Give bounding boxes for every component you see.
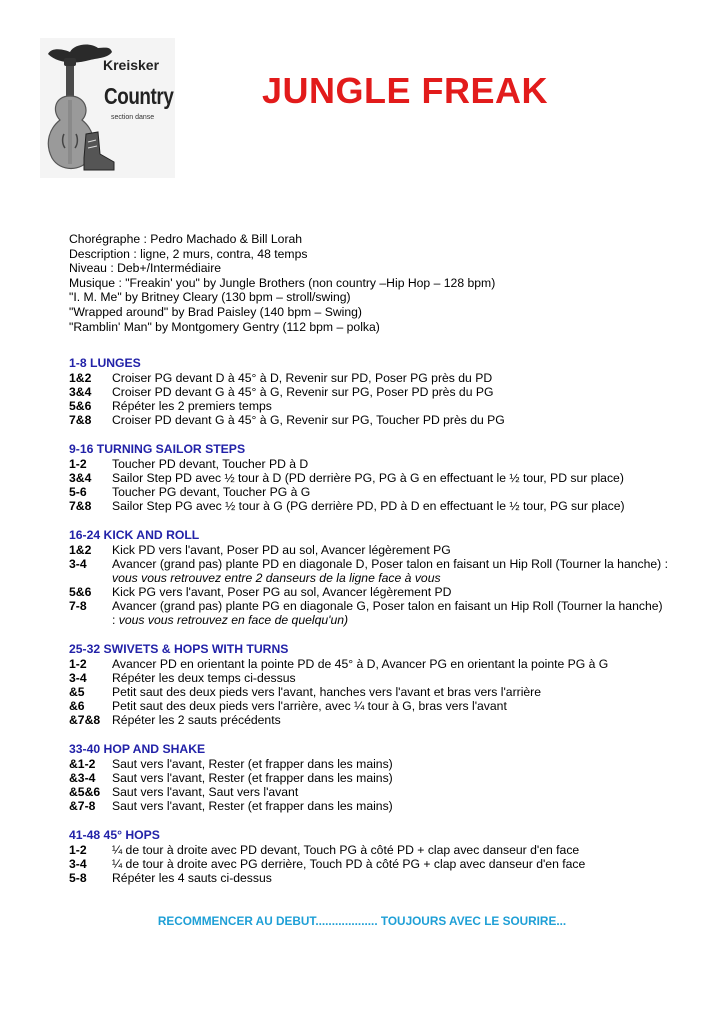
footer-note: RECOMMENCER AU DEBUT................... TOUJOURS AVEC LE SOURIRE... (157, 914, 567, 928)
step-row (69, 457, 669, 471)
step-count: 7&8 (69, 499, 92, 513)
step-row (69, 385, 669, 399)
step-count: &6 (69, 699, 85, 713)
logo-line2: Country (104, 83, 174, 109)
step-count: 1-2 (69, 457, 87, 471)
section-title: 33-40 HOP AND SHAKE (69, 742, 206, 756)
step-text: Répéter les 2 sauts précédents (112, 713, 281, 727)
step-count: &3-4 (69, 771, 96, 785)
step-text: Répéter les 4 sauts ci-dessus (112, 871, 272, 885)
step-text: ¼ de tour à droite avec PD devant, Touch PG à côté PD + clap avec danseur d'en face (112, 843, 580, 857)
step-row (69, 871, 669, 885)
section-title: 41-48 45° HOPS (69, 828, 160, 842)
step-count: 1-2 (69, 657, 87, 671)
step-note: vous vous retrouvez entre 2 danseurs de la ligne face à vous (112, 571, 441, 585)
step-text: Kick PD vers l'avant, Poser PD au sol, Avancer légèrement PG (112, 543, 451, 557)
step-text: Sailor Step PD avec ½ tour à D (PD derrière PG, PG à G en effectuant le ½ tour, PD sur place) (112, 471, 624, 485)
section-45-hops (69, 828, 669, 885)
step-row (69, 785, 669, 799)
step-count: 1&2 (69, 543, 92, 557)
step-row (69, 671, 669, 685)
step-count: 5&6 (69, 585, 92, 599)
step-row (69, 543, 669, 557)
step-count: 3-4 (69, 671, 87, 685)
logo-line3: section danse (111, 114, 155, 121)
step-row (69, 771, 669, 785)
step-text: Croiser PD devant G à 45° à G, Revenir sur PG, Toucher PD près du PG (112, 413, 505, 427)
dance-info (69, 232, 495, 334)
music-line: Musique : "Freakin' you" by Jungle Brothers (non country –Hip Hop – 128 bpm) (69, 275, 496, 290)
music-line: "I. M. Me" by Britney Cleary (130 bpm – stroll/swing) (69, 290, 351, 305)
step-row (69, 599, 669, 627)
level-line: Niveau : Deb+/Intermédiaire (69, 261, 222, 276)
step-row (69, 713, 669, 727)
step-row (69, 857, 669, 871)
step-text: Avancer PD en orientant la pointe PD de 45° à D, Avancer PG en orientant la pointe PG à G (112, 657, 609, 671)
step-row (69, 413, 669, 427)
page-title: JUNGLE FREAK (262, 70, 549, 111)
step-count: 3&4 (69, 385, 92, 399)
section-swivets-hops (69, 642, 669, 727)
step-count: &7-8 (69, 799, 96, 813)
step-count: 5&6 (69, 399, 92, 413)
logo-line1: Kreisker (103, 57, 160, 73)
step-count: 5-8 (69, 871, 87, 885)
step-count: 1&2 (69, 371, 92, 385)
music-line: "Wrapped around" by Brad Paisley (140 bpm – Swing) (69, 304, 362, 319)
section-title: 9-16 TURNING SAILOR STEPS (69, 442, 246, 456)
step-text: Saut vers l'avant, Rester (et frapper dans les mains) (112, 771, 393, 785)
step-text: Sailor Step PG avec ½ tour à G (PG derrière PD, PD à D en effectuant le ½ tour, PG sur place) (112, 499, 625, 513)
step-text: Saut vers l'avant, Saut vers l'avant (112, 785, 299, 799)
step-text: Toucher PD devant, Toucher PD à D (112, 457, 309, 471)
step-note: vous vous retrouvez en face de quelqu'un) (118, 613, 349, 627)
step-count: 3-4 (69, 857, 87, 871)
step-row (69, 799, 669, 813)
step-count: 3-4 (69, 557, 87, 571)
step-count: &5&6 (69, 785, 101, 799)
step-row (69, 485, 669, 499)
step-count: &1-2 (69, 757, 96, 771)
section-title: 25-32 SWIVETS & HOPS WITH TURNS (69, 642, 289, 656)
step-text: Répéter les 2 premiers temps (112, 399, 272, 413)
section-title: 1-8 LUNGES (69, 356, 141, 370)
step-main-text: Avancer (grand pas) plante PG en diagonale G, Poser talon en faisant un Hip Roll (Tourner la hanche) : (112, 599, 663, 627)
step-row (69, 657, 669, 671)
step-row (69, 757, 669, 771)
step-text: Répéter les deux temps ci-dessus (112, 671, 296, 685)
step-count: 5-6 (69, 485, 87, 499)
step-text: Petit saut des deux pieds vers l'avant, hanches vers l'avant et bras vers l'arrière (112, 685, 542, 699)
step-text: Petit saut des deux pieds vers l'arrière, avec ¼ tour à G, bras vers l'avant (112, 699, 507, 713)
step-count: 1-2 (69, 843, 87, 857)
step-count: &5 (69, 685, 85, 699)
step-text: Toucher PG devant, Toucher PG à G (112, 485, 311, 499)
step-row (69, 371, 669, 385)
step-row (69, 699, 669, 713)
choreographer-line: Chorégraphe : Pedro Machado & Bill Lorah (69, 232, 303, 246)
section-kick-and-roll (69, 528, 669, 627)
step-row (69, 399, 669, 413)
step-text (112, 557, 669, 585)
step-text: Kick PG vers l'avant, Poser PG au sol, Avancer légèrement PD (112, 585, 452, 599)
step-row (69, 499, 669, 513)
step-text: Saut vers l'avant, Rester (et frapper dans les mains) (112, 799, 393, 813)
step-text: Croiser PG devant D à 45° à D, Revenir sur PD, Poser PG près du PD (112, 371, 493, 385)
step-count: 3&4 (69, 471, 92, 485)
step-count: 7&8 (69, 413, 92, 427)
section-title: 16-24 KICK AND ROLL (69, 528, 200, 542)
step-sheet (69, 356, 669, 900)
step-row (69, 471, 669, 485)
step-text: Croiser PD devant G à 45° à G, Revenir sur PG, Poser PD près du PG (112, 385, 494, 399)
step-row (69, 685, 669, 699)
step-count: &7&8 (69, 713, 101, 727)
step-row (69, 843, 669, 857)
section-hop-and-shake (69, 742, 669, 813)
description-line: Description : ligne, 2 murs, contra, 48 temps (69, 246, 308, 261)
step-row (69, 557, 669, 585)
section-turning-sailor-steps (69, 442, 669, 513)
step-main-text: Avancer (grand pas) plante PD en diagonale D, Poser talon en faisant un Hip Roll (Tourner la hanche) : (112, 557, 668, 571)
step-count: 7-8 (69, 599, 87, 613)
section-lunges (69, 356, 669, 427)
step-text: Saut vers l'avant, Rester (et frapper dans les mains) (112, 757, 393, 771)
step-text: ¼ de tour à droite avec PG derrière, Touch PD à côté PG + clap avec danseur d'en face (112, 857, 586, 871)
music-line: "Ramblin' Man" by Montgomery Gentry (112 bpm – polka) (69, 319, 380, 334)
step-row (69, 585, 669, 599)
step-text (112, 599, 669, 627)
club-logo (40, 38, 175, 178)
